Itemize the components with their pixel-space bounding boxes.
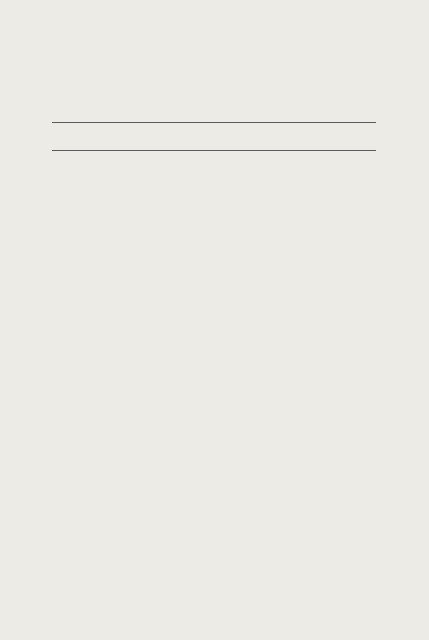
divider-top <box>52 122 376 123</box>
watermark-text <box>78 109 423 550</box>
divider-bottom <box>52 150 376 151</box>
